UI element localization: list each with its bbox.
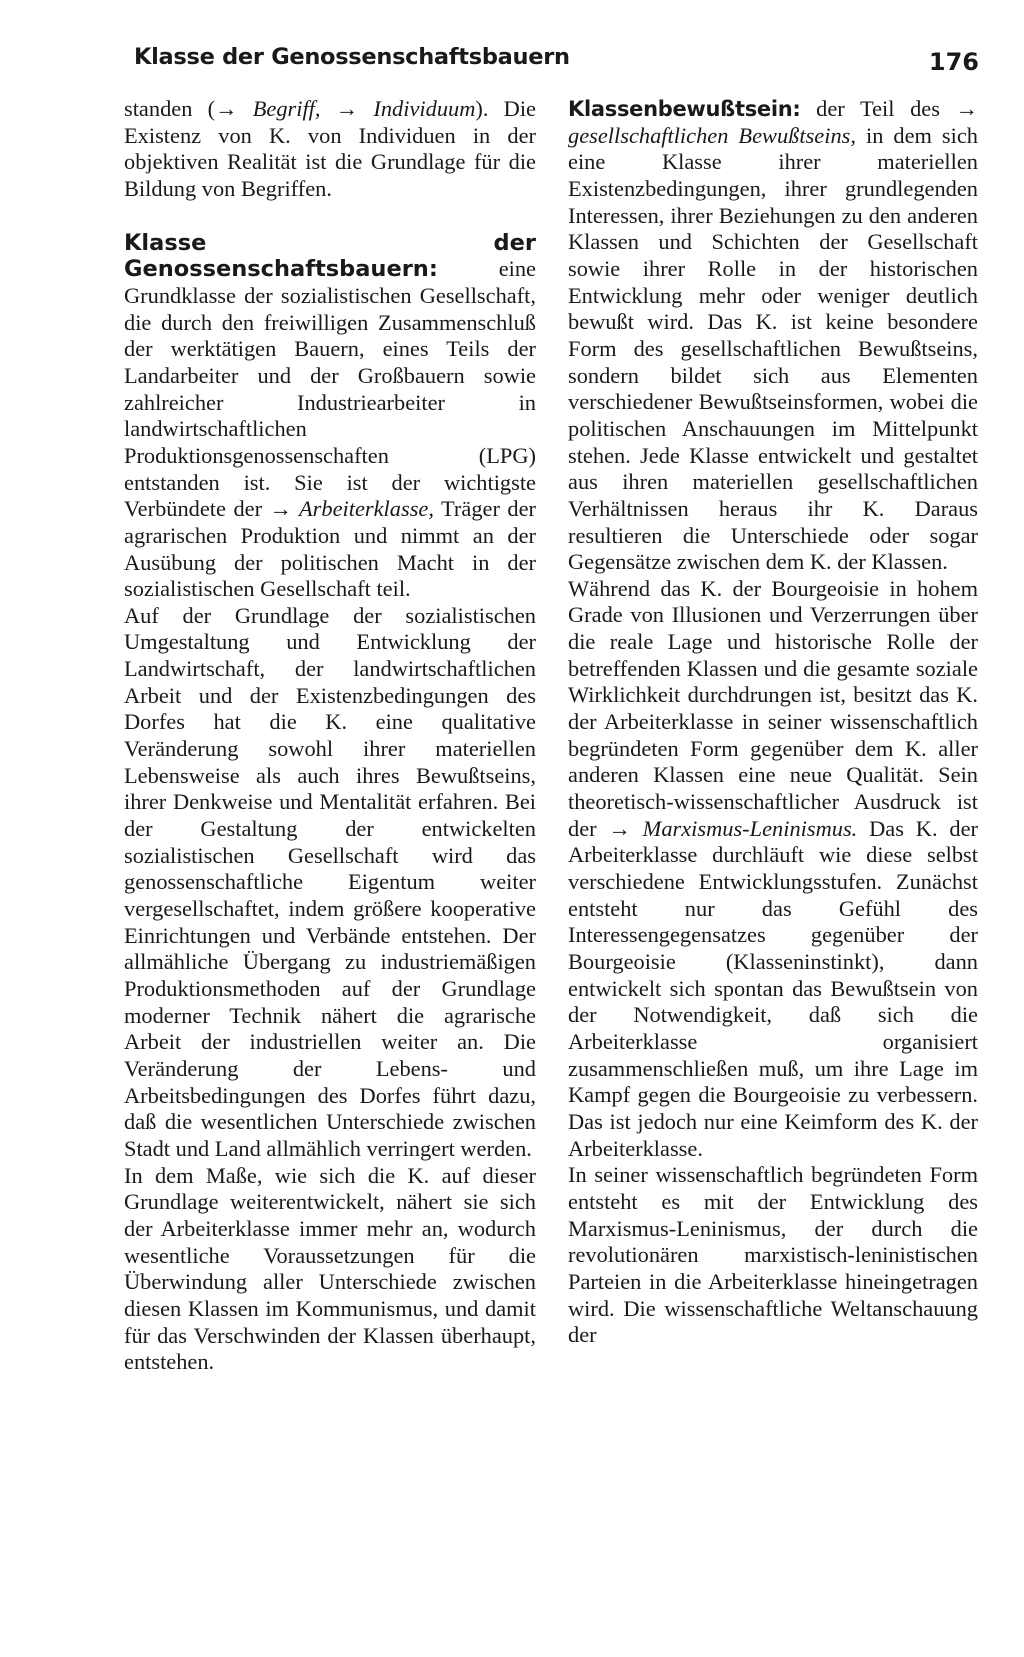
text-segment: Das K. der Arbeiterklasse durchläuft wie diese selbst verschiedene Entwicklungsstufen. Zunächst entsteht nur das Gefühl des Interessengegensatzes gegenüber der Bourgeoisie (Klasseninstinkt), dann entwickelt sich spontan das Bewußtsein von der Notwendigkeit, daß sich die Arbeiterklasse organisiert zusammenschließen muß, um ihre Lage im Kampf gegen die Bourgeoisie zu verbessern. Das ist jedoch nur eine Keimform des K. der Arbeiterklasse. <box>568 815 978 1161</box>
cross-reference-begriff[interactable]: Begriff, <box>237 96 321 121</box>
arrow-icon: → <box>608 815 631 841</box>
page-number: 176 <box>928 48 979 76</box>
entry-klasse-der-genossenschaftsbauern <box>124 230 536 603</box>
cross-reference-individuum[interactable]: Individuum <box>358 96 476 121</box>
text-segment: in dem sich eine Klasse ihrer materiellen Existenzbedingungen, ihrer grundlegenden Interessen, ihrer Beziehungen zu den anderen Klassen und Schichten der Gesellschaft sowie ihrer Rolle in der historischen Entwicklung mehr oder weniger deutlich bewußt wird. Das K. ist keine besondere Form des gesellschaftlichen Bewußtseins, sondern bildet sich aus Elementen verschiedener Bewußtseinsformen, wobei die politischen Anschauungen im Mittelpunkt stehen. Jede Klasse entwickelt und gestaltet aus ihren materiellen gesellschaftlichen Verhältnissen heraus ihr K. Daraus resultieren die Unterschiede oder sogar Gegensätze zwischen dem K. der Klassen. <box>568 122 979 575</box>
paragraph <box>568 576 978 1162</box>
entry-headword: Klassenbewußtsein: <box>568 97 801 121</box>
arrow-icon: → <box>215 96 238 121</box>
entry-separator <box>124 203 536 230</box>
cross-reference-marxismus-leninismus[interactable]: Marxismus-Leninismus. <box>630 815 858 841</box>
text-segment: Während das K. der Bourgeoisie in hohem Grade von Illusionen und Verzerrungen über die reale Lage und historische Rolle der betreffenden Klassen und die gesamte soziale Wirklichkeit durchdrungen ist, besitzt das K. der Arbeiterklasse in seiner wissenschaftlich begründeten Form gegenüber dem K. aller anderen Klassen eine neue Qualität. Sein theoretisch-wissenschaftlicher Ausdruck ist der <box>568 575 978 841</box>
arrow-icon: → <box>269 496 292 522</box>
running-head: Klasse der Genossenschaftsbauern <box>134 44 570 70</box>
cross-reference-gesellschaftliches-bewusstsein[interactable]: gesellschaftlichen Bewußtseins, <box>568 122 856 148</box>
left-column <box>124 96 536 1376</box>
paragraph: In seiner wissenschaftlich begründeten Form entsteht es mit der Entwicklung des Marxismus-Leninismus, der durch die revolutionären marxistisch-leninistischen Parteien in die Arbeiterklasse hineingetragen wird. Die wissenschaftliche Weltanschauung der <box>568 1162 978 1348</box>
text-segment: der Teil des <box>800 96 956 121</box>
right-column <box>568 96 978 1349</box>
text-segment: Träger der agrarischen Produktion und nimmt an der Ausübung der politischen Macht in der sozialistischen Gesellschaft teil. <box>124 496 536 602</box>
arrow-icon: → <box>955 96 978 121</box>
text-segment: eine Grundklasse der sozialistischen Gesellschaft, die durch den freiwilligen Zusammenschluß der werktätigen Bauern, eines Teils der Landarbeiter und der Großbauern sowie zahlreicher Industriearbeiter in landwirtschaftlichen Produktionsgenossenschaften (LPG) entstanden ist. Sie ist der wichtigste Verbündete der <box>124 256 536 522</box>
paragraph: In dem Maße, wie sich die K. auf dieser Grundlage weiterentwickelt, nähert sie sich der Arbeiterklasse immer mehr an, wodurch wesentliche Voraussetzungen für die Überwindung aller Unterschiede zwischen diesen Klassen im Kommunismus, und damit für das Verschwinden der Klassen überhaupt, entstehen. <box>124 1162 536 1375</box>
entry-headword: Klasse der Genossenschaftsbauern: <box>124 229 536 283</box>
text-segment: ). Die Existenz von K. von Individuen in der objektiven Realität ist die Grundlage für die Bildung von Begriffen. <box>124 96 536 201</box>
entry-klassenbewusstsein <box>568 96 978 576</box>
cross-reference-arbeiterklasse[interactable]: Arbeiterklasse, <box>291 496 434 522</box>
paragraph-continuation <box>124 96 536 203</box>
arrow-icon: → <box>335 96 359 121</box>
paragraph: Auf der Grundlage der sozialistischen Umgestaltung und Entwicklung der Landwirtschaft, der landwirtschaftlichen Arbeit und der Existenzbedingungen des Dorfes hat die K. eine qualitative Veränderung sowohl ihrer materiellen Lebensweise als auch ihres Bewußtseins, ihrer Denkweise und Mentalität erfahren. Bei der Gestaltung der entwickelten sozialistischen Gesellschaft wird das genossenschaftliche Eigentum weiter vergesellschaftet, indem größere kooperative Einrichtungen und Verbände entstehen. Der allmähliche Übergang zu industriemäßigen Produktionsmethoden auf der Grundlage moderner Technik nähert die agrarische Arbeit der industriellen weiter an. Die Veränderung der Lebens- und Arbeitsbedingungen des Dorfes führt dazu, daß die wesentlichen Unterschiede zwischen Stadt und Land allmählich verringert werden. <box>124 602 536 1161</box>
text-segment: standen ( <box>124 96 216 121</box>
text-segment <box>321 96 336 121</box>
